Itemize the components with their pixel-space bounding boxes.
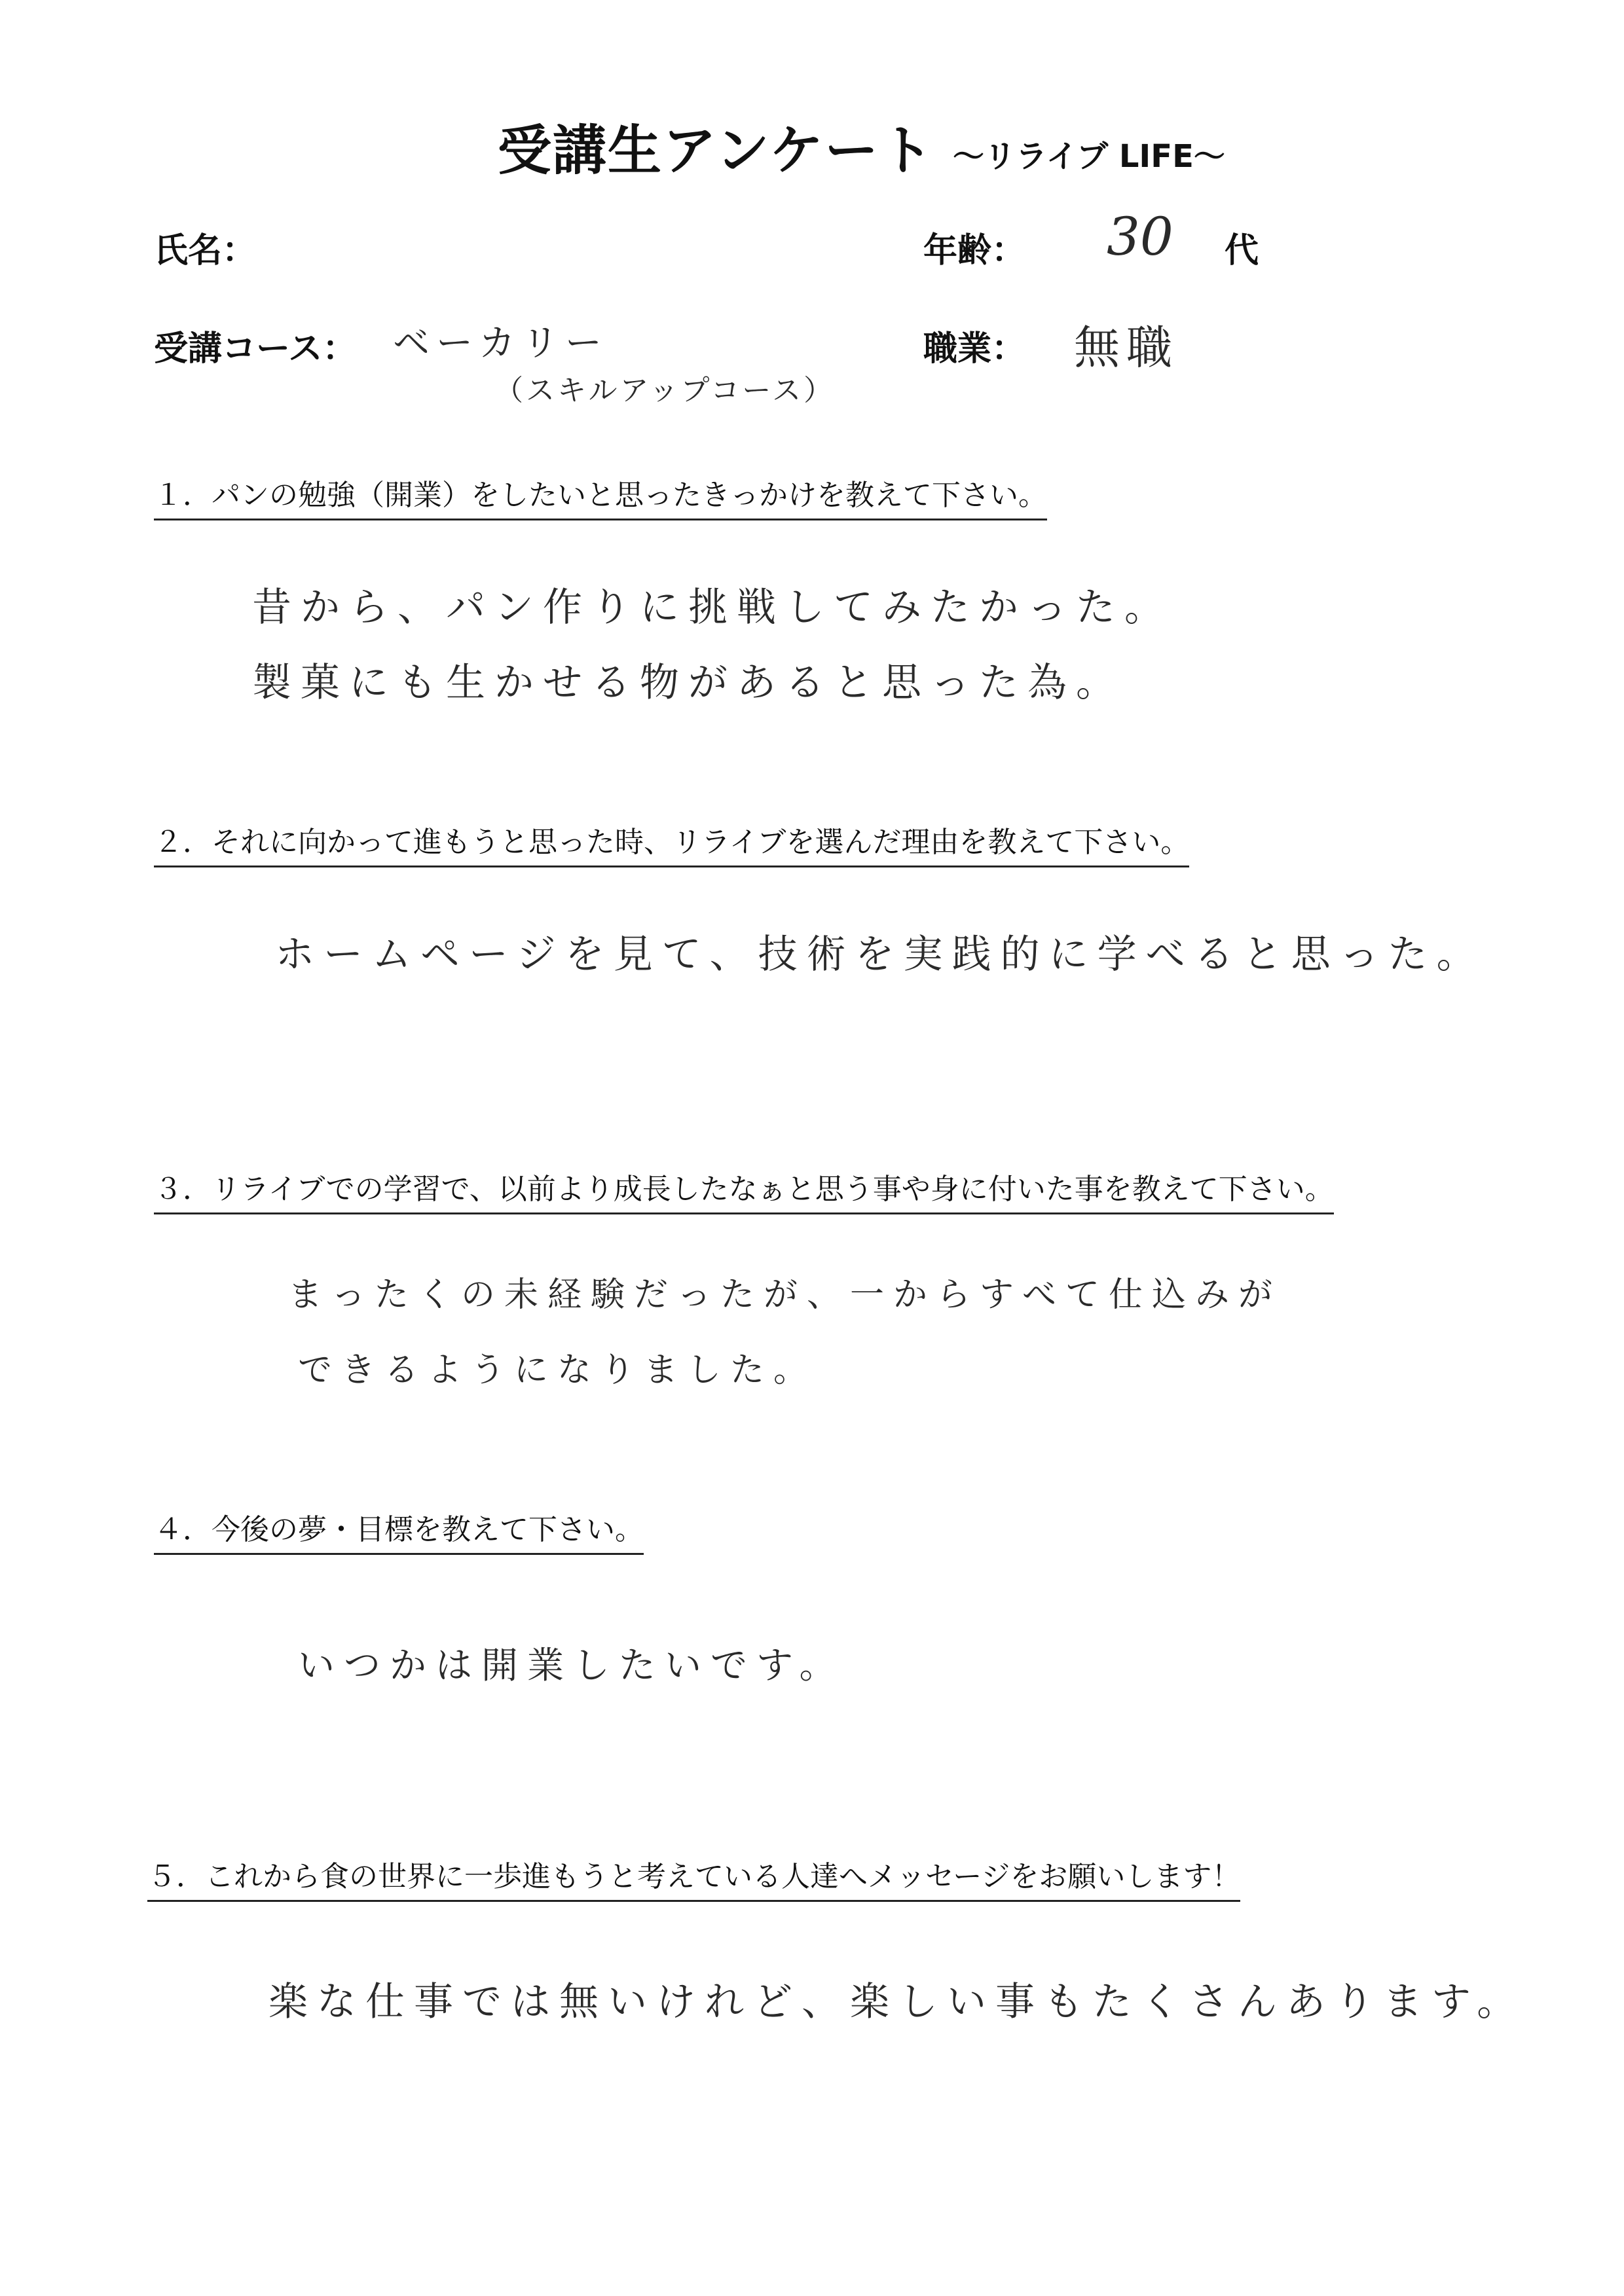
page-title: 受講生アンケート [498, 120, 935, 182]
answer-3-line-2: できるようになりました。 [298, 1351, 817, 1390]
job-value: 無職 [1074, 321, 1179, 374]
course-label: 受講コース： [154, 329, 357, 369]
question-5: ５．これから食の世界に一歩進もうと考えている人達へメッセージをお願いします！ [147, 1853, 1240, 1902]
course-value-line2: （スキルアップコース） [494, 374, 836, 407]
page-subtitle: 〜リライブ LIFE〜 [953, 138, 1225, 175]
question-4: ４．今後の夢・目標を教えて下さい。 [154, 1506, 644, 1555]
answer-1-line-1: 昔から、パン作りに挑戦してみたかった。 [252, 585, 1173, 630]
question-3: ３．リライブでの学習で、以前より成長したなぁと思う事や身に付いた事を教えて下さい。 [154, 1165, 1334, 1214]
answer-1-line-2: 製菓にも生かせる物があると思った為。 [252, 660, 1124, 706]
answer-5-line-1: 楽な仕事では無いけれど、楽しい事もたくさんあります。 [268, 1979, 1526, 2025]
answer-4-line-1: いつかは開業したいです。 [298, 1645, 845, 1687]
question-1: １．パンの勉強（開業）をしたいと思ったきっかけを教えて下さい。 [154, 471, 1047, 520]
job-label: 職業： [923, 329, 1026, 369]
age-value: 30 [1107, 206, 1173, 267]
answer-3-line-1: まったくの未経験だったが、一からすべて仕込みが [288, 1275, 1282, 1315]
name-label: 氏名： [154, 231, 257, 270]
age-label: 年齢： [923, 231, 1026, 270]
question-2: ２．それに向かって進もうと思った時、リライブを選んだ理由を教えて下さい。 [154, 818, 1189, 867]
answer-2-line-1: ホームページを見て、技術を実践的に学べると思った。 [275, 932, 1485, 977]
course-value-line1: ベーカリー [393, 322, 608, 365]
age-suffix: 代 [1225, 231, 1259, 270]
